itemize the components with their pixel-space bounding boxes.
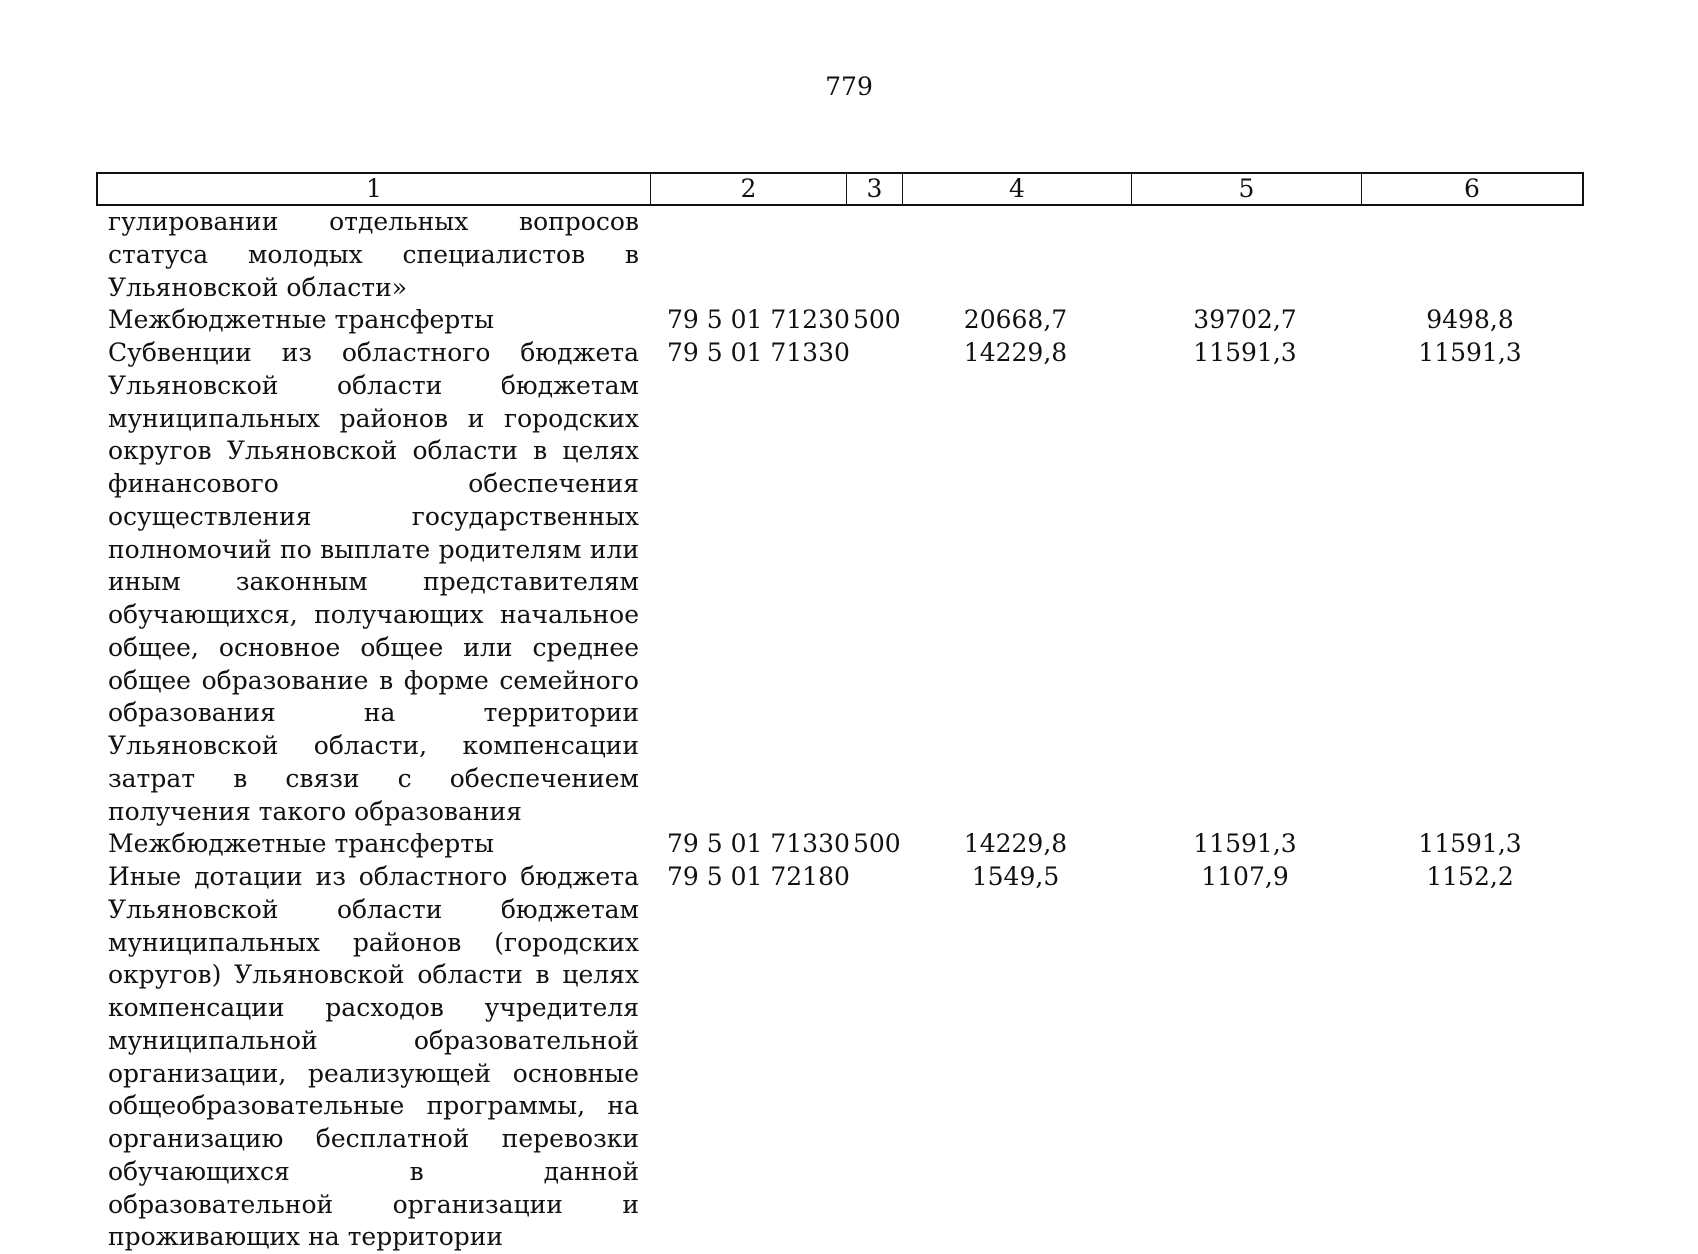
row-code: 79 5 01 71330 [667,829,850,859]
column-header-2: 2 [651,174,847,204]
row-value-4: 20668,7 [963,305,1068,335]
row-value-6: 11591,3 [1418,338,1522,367]
row-value-6: 1152,2 [1426,862,1514,891]
row-value-5 [1130,206,1360,304]
column-header-5: 5 [1132,174,1362,204]
row-value-6: 9498,8 [1426,305,1514,335]
row-type: 500 [853,829,901,859]
row-value-4: 14229,8 [963,829,1068,859]
row-value-4: 1549,5 [971,862,1060,891]
row-type: 500 [853,305,901,335]
row-value-5: 11591,3 [1193,338,1297,367]
column-header-1: 1 [98,174,651,204]
page-number: 779 [825,72,873,101]
row-code [649,206,845,304]
table-header [96,172,1584,206]
column-header-6: 6 [1464,174,1480,203]
table-row [96,861,1584,1254]
row-code: 79 5 01 71330 [667,338,850,367]
column-header-3: 3 [847,174,903,204]
table-row [96,206,1584,304]
table-body [96,206,1584,1254]
row-value-5: 11591,3 [1193,829,1297,859]
table-row [96,304,1584,337]
row-value-6 [1360,206,1580,304]
row-type [845,861,901,1254]
row-description: Субвенции из областного бюджета Ульяновской области бюджетам муниципальных районов и городских округов Ульяновской области в целях финансового обеспечения осуществления государственных полномочий по выплате родителям или иным законным представителям обучающихся, получающих начальное общее, основное общее или среднее общее образование в форме семейного образования на территории Ульяновской области, компенсации затрат в связи с обеспечением получения такого образования [108,338,639,826]
column-header-4: 4 [903,174,1132,204]
row-description: Межбюджетные трансферты [108,305,495,335]
row-value-6: 11591,3 [1418,829,1522,859]
row-value-4: 14229,8 [963,338,1068,367]
row-description: Межбюджетные трансферты [108,829,495,859]
table-row [96,337,1584,828]
row-type [845,206,901,304]
row-value-5: 39702,7 [1193,305,1297,335]
row-description: Иные дотации из областного бюджета Ульяновской области бюджетам муниципальных районов (городских округов) Ульяновской области в целях компенсации расходов учредителя муниципальной образовательной организации, реализующей основные общеобразовательные программы, на организацию бесплатной перевозки обучающихся в данной образовательной организации и проживающих на территории [108,862,639,1252]
row-value-5: 1107,9 [1201,862,1289,891]
row-value-4 [901,206,1130,304]
row-code: 79 5 01 71230 [667,305,850,335]
table-row [96,828,1584,861]
row-description: гулировании отдельных вопросов статуса молодых специалистов в Ульяновской области» [108,207,639,302]
row-code: 79 5 01 72180 [667,862,850,891]
row-type [845,337,901,828]
